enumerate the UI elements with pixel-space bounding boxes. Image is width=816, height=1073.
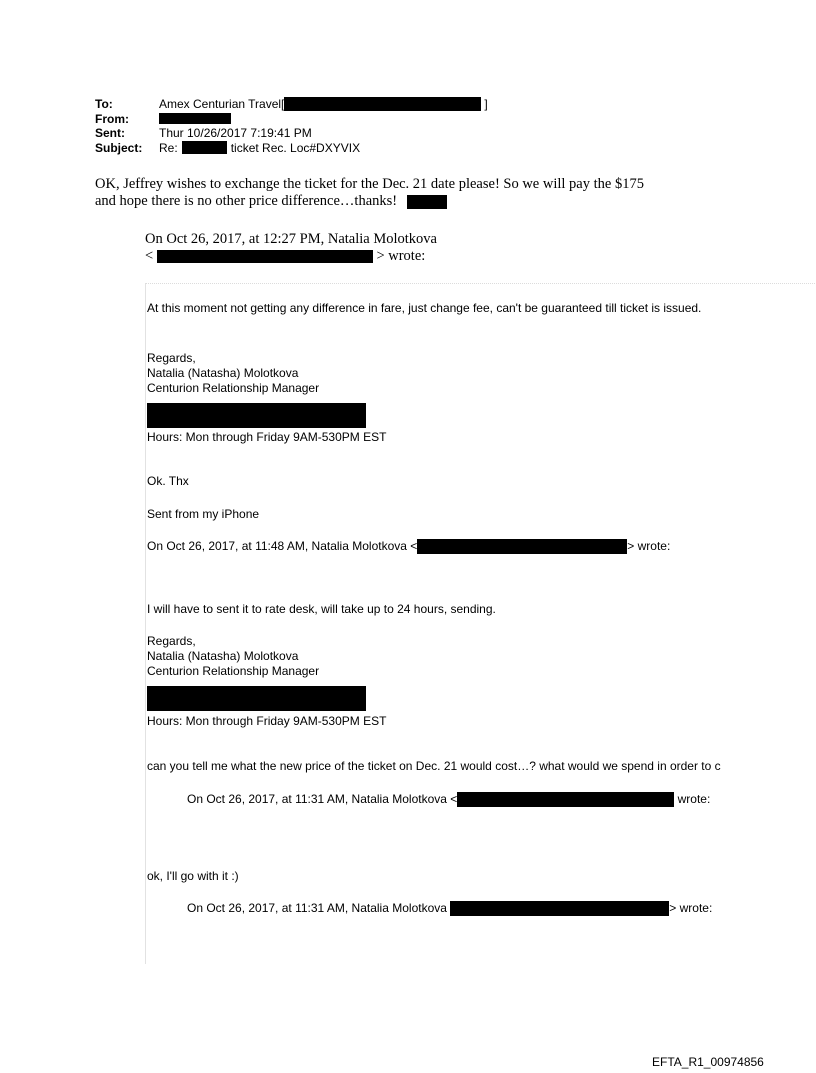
to-label: To: [95,97,113,111]
to-row [95,97,488,112]
redaction-block [159,113,231,124]
signature-hours: Hours: Mon through Friday 9AM-530PM EST [147,430,387,444]
subject-row [95,141,488,156]
redaction-block [284,97,481,111]
reply-line-2: and hope there is no other price difference…thanks! [95,193,398,209]
redaction-block [457,792,674,807]
redaction-block [417,539,627,554]
reply-body [95,176,755,210]
signature-name: Natalia (Natasha) Molotkova [147,649,299,663]
quote-attribution-line [147,539,670,554]
signature-title: Centurion Relationship Manager [147,664,320,678]
quote-attribution-line [187,901,712,916]
redaction-block [182,141,227,154]
attribution-wrote: > wrote: [627,539,671,553]
message-text: Sent from my iPhone [147,507,260,521]
quote-attribution [145,231,437,265]
to-value: Amex Centurian Travel[ [159,97,285,111]
attribution-text: On Oct 26, 2017, at 11:31 AM, Natalia Molotkova < [187,792,458,806]
signature-regards: Regards, [147,634,196,648]
quote-attribution-line [187,792,710,807]
quote-line [145,248,437,265]
signature-title: Centurion Relationship Manager [147,381,320,395]
subject-value: ticket Rec. Loc#DXYVIX [230,140,361,155]
attribution-wrote: > wrote: [669,901,713,915]
quote-line: On Oct 26, 2017, at 12:27 PM, Natalia Molotkova [145,231,437,247]
from-label: From: [95,111,129,126]
signature-regards: Regards, [147,351,196,365]
to-close: ] [484,97,488,111]
redaction-block [157,250,373,263]
reply-line: OK, Jeffrey wishes to exchange the ticket for the Dec. 21 date please! So we will pay the $175 [95,176,644,192]
signature-name: Natalia (Natasha) Molotkova [147,366,299,380]
message-text: I will have to sent it to rate desk, will take up to 24 hours, sending. [147,602,496,616]
quote-lt: < [145,248,154,264]
attribution-wrote: wrote: [677,792,711,806]
redaction-block [450,901,669,916]
reply-line [95,193,755,210]
signature-hours: Hours: Mon through Friday 9AM-530PM EST [147,714,387,728]
subject-prefix: Re: [159,140,178,155]
redaction-block [147,403,366,428]
attribution-text: On Oct 26, 2017, at 11:31 AM, Natalia Molotkova [187,901,447,915]
attribution-text: On Oct 26, 2017, at 11:48 AM, Natalia Molotkova < [147,539,418,553]
message-text: ok, I'll go with it :) [147,869,239,883]
sent-value: Thur 10/26/2017 7:19:41 PM [159,126,312,140]
redaction-block [147,686,366,711]
quote-wrote: > wrote: [376,248,426,264]
message-text: can you tell me what the new price of the ticket on Dec. 21 would cost…? what would we spend in order to c [147,759,721,773]
document-id: EFTA_R1_00974856 [652,1055,764,1069]
redaction-block [407,195,447,209]
sent-label: Sent: [95,126,125,140]
message-text: Ok. Thx [147,474,189,488]
email-header [95,97,488,155]
subject-label: Subject: [95,140,143,155]
from-row [95,112,488,127]
message-text: At this moment not getting any difference in fare, just change fee, can't be guaranteed till ticket is issued. [147,301,702,315]
sent-row [95,126,488,141]
